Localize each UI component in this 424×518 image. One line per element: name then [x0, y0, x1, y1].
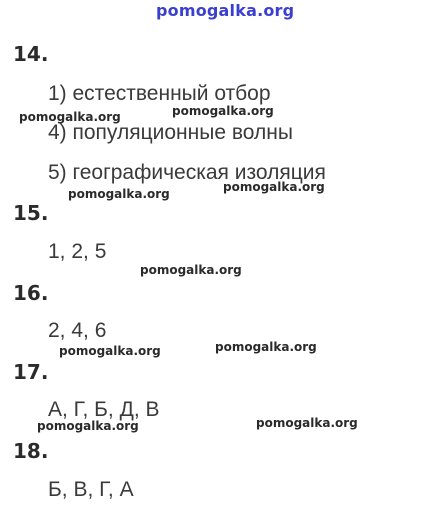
watermark: pomogalka.org: [172, 104, 274, 118]
watermark: pomogalka.org: [223, 180, 325, 194]
question-number-15: 15.: [13, 201, 49, 225]
answer-line-16: 2, 4, 6: [48, 319, 107, 342]
question-number-17: 17.: [13, 360, 49, 384]
watermark: pomogalka.org: [256, 416, 358, 430]
header-watermark: pomogalka.org: [156, 1, 295, 20]
watermark: pomogalka.org: [37, 419, 139, 433]
watermark: pomogalka.org: [19, 110, 121, 124]
question-number-18: 18.: [13, 439, 49, 463]
watermark: pomogalka.org: [215, 340, 317, 354]
answer-line-15: 1, 2, 5: [48, 240, 107, 263]
watermark: pomogalka.org: [68, 187, 170, 201]
watermark: pomogalka.org: [140, 263, 242, 277]
answer-line-17: А, Г, Б, Д, В: [48, 398, 160, 421]
watermark: pomogalka.org: [59, 344, 161, 358]
answer-line-14-3: 5) географическая изоляция: [48, 161, 326, 184]
question-number-14: 14.: [13, 42, 49, 66]
question-number-16: 16.: [13, 281, 49, 305]
answer-line-14-2: 4) популяционные волны: [48, 121, 293, 144]
answer-line-18: Б, В, Г, А: [48, 478, 134, 501]
answer-line-14-1: 1) естественный отбор: [48, 82, 271, 105]
